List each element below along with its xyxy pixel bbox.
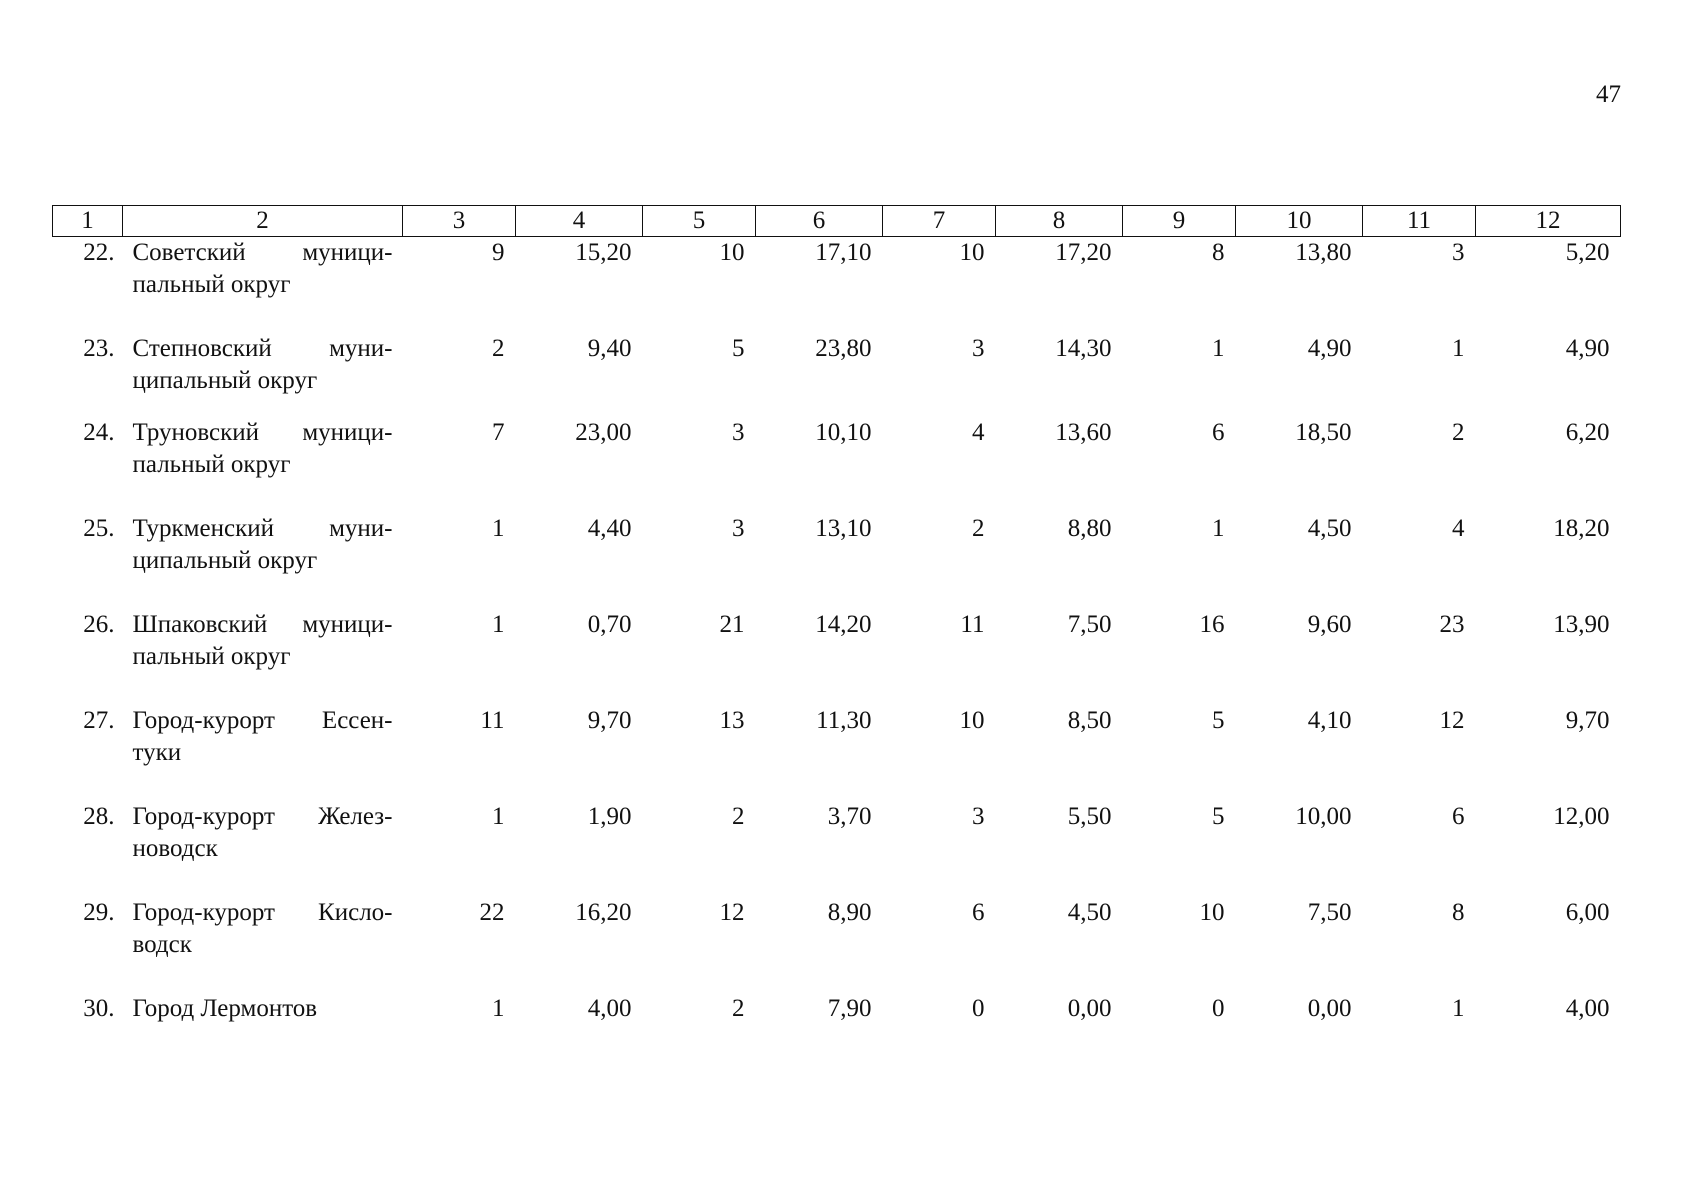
- page-number: 47: [1596, 81, 1621, 108]
- value-cell: 2: [732, 994, 745, 1022]
- value-cell: 2: [732, 802, 745, 830]
- value-cell: 18,20: [1553, 514, 1610, 542]
- value-cell: 23,80: [815, 334, 872, 362]
- column-header: 5: [643, 206, 756, 237]
- value-cell: 2: [1452, 418, 1465, 446]
- column-header: 2: [123, 206, 403, 237]
- value-cell: 1: [1212, 514, 1225, 542]
- header-row: [53, 206, 1621, 237]
- table-row: [53, 237, 1621, 333]
- value-cell: 11: [480, 706, 505, 734]
- value-cell: 8,80: [1067, 514, 1112, 542]
- value-cell: 11: [960, 610, 985, 638]
- name-line-2: пальный округ: [132, 642, 291, 670]
- value-cell: 22: [479, 898, 505, 926]
- municipality-name: [123, 993, 403, 1089]
- value-cell: 10,00: [1295, 802, 1352, 830]
- name-line-1: Город-курорт Ессен-: [132, 706, 393, 734]
- name-line-1: Город Лермонтов: [132, 994, 318, 1022]
- municipality-name: [123, 705, 403, 801]
- value-cell: 3: [732, 514, 745, 542]
- row-number: 29.: [83, 898, 115, 926]
- name-line-1: Город-курорт Желез-: [132, 802, 393, 830]
- name-line-1: Туркменский муни-: [132, 514, 393, 542]
- value-cell: 7,50: [1307, 898, 1352, 926]
- value-cell: 10: [719, 239, 745, 266]
- row-number: 22.: [83, 239, 115, 266]
- value-cell: 10: [959, 706, 985, 734]
- name-line-2: ципальный округ: [132, 366, 318, 394]
- value-cell: 7,90: [827, 994, 872, 1022]
- table-row: [53, 801, 1621, 897]
- value-cell: 5: [732, 334, 745, 362]
- municipality-name: [123, 237, 403, 333]
- value-cell: 17,10: [815, 239, 872, 266]
- table-row: [53, 333, 1621, 417]
- value-cell: 13,10: [815, 514, 872, 542]
- column-header: 8: [996, 206, 1123, 237]
- value-cell: 5: [1212, 802, 1225, 830]
- value-cell: 1: [492, 802, 505, 830]
- value-cell: 1: [492, 514, 505, 542]
- value-cell: 3: [732, 418, 745, 446]
- value-cell: 0: [1212, 994, 1225, 1022]
- table-row: [53, 609, 1621, 705]
- value-cell: 8,90: [827, 898, 872, 926]
- value-cell: 2: [492, 334, 505, 362]
- municipality-name: [123, 897, 403, 993]
- value-cell: 13,90: [1553, 610, 1610, 638]
- value-cell: 1: [1452, 994, 1465, 1022]
- table-row: [53, 705, 1621, 801]
- value-cell: 3,70: [827, 802, 872, 830]
- table-row: [53, 897, 1621, 993]
- value-cell: 1,90: [587, 802, 632, 830]
- value-cell: 11,30: [816, 706, 872, 734]
- column-header: 11: [1363, 206, 1476, 237]
- municipality-name: [123, 513, 403, 609]
- value-cell: 16,20: [575, 898, 632, 926]
- value-cell: 18,50: [1295, 418, 1352, 446]
- row-number: 28.: [83, 802, 115, 830]
- value-cell: 8: [1452, 898, 1465, 926]
- name-line-2: новодск: [132, 834, 218, 862]
- column-header: 3: [403, 206, 516, 237]
- value-cell: 7: [492, 418, 505, 446]
- row-number: 25.: [83, 514, 115, 542]
- value-cell: 12: [1439, 706, 1465, 734]
- municipality-name: [123, 801, 403, 897]
- value-cell: 4,50: [1307, 514, 1352, 542]
- value-cell: 15,20: [575, 239, 632, 266]
- value-cell: 5,20: [1565, 239, 1610, 266]
- value-cell: 13: [719, 706, 745, 734]
- value-cell: 0,00: [1307, 994, 1352, 1022]
- value-cell: 6,20: [1565, 418, 1610, 446]
- value-cell: 2: [972, 514, 985, 542]
- column-header: 12: [1476, 206, 1621, 237]
- value-cell: 3: [1452, 239, 1465, 266]
- value-cell: 4,50: [1067, 898, 1112, 926]
- value-cell: 4,90: [1307, 334, 1352, 362]
- column-header: 6: [756, 206, 883, 237]
- value-cell: 0,70: [587, 610, 632, 638]
- table-header: [53, 206, 1621, 237]
- value-cell: 5,50: [1067, 802, 1112, 830]
- column-header: 4: [516, 206, 643, 237]
- value-cell: 9: [492, 239, 505, 266]
- value-cell: 7,50: [1067, 610, 1112, 638]
- value-cell: 13,60: [1055, 418, 1112, 446]
- value-cell: 9,70: [587, 706, 632, 734]
- value-cell: 1: [492, 610, 505, 638]
- value-cell: 23: [1439, 610, 1465, 638]
- value-cell: 14,20: [815, 610, 872, 638]
- name-line-2: пальный округ: [132, 450, 291, 478]
- value-cell: 6: [972, 898, 985, 926]
- value-cell: 9,60: [1307, 610, 1352, 638]
- value-cell: 3: [972, 334, 985, 362]
- table-body: [53, 237, 1621, 1089]
- column-header: 7: [883, 206, 996, 237]
- value-cell: 1: [1452, 334, 1465, 362]
- name-line-1: Город-курорт Кисло-: [132, 898, 393, 926]
- value-cell: 14,30: [1055, 334, 1112, 362]
- data-table: [52, 205, 1621, 1089]
- value-cell: 0,00: [1067, 994, 1112, 1022]
- value-cell: 21: [719, 610, 745, 638]
- value-cell: 1: [492, 994, 505, 1022]
- value-cell: 17,20: [1055, 239, 1112, 266]
- value-cell: 10,10: [815, 418, 872, 446]
- table-row: [53, 993, 1621, 1089]
- name-line-1: Степновский муни-: [132, 334, 393, 362]
- value-cell: 5: [1212, 706, 1225, 734]
- value-cell: 8,50: [1067, 706, 1112, 734]
- table-row: [53, 513, 1621, 609]
- name-line-2: туки: [132, 738, 182, 766]
- value-cell: 16: [1199, 610, 1225, 638]
- name-line-1: Шпаковский муници-: [132, 610, 393, 638]
- name-line-2: водск: [132, 930, 192, 958]
- municipality-name: [123, 333, 403, 417]
- value-cell: 6: [1212, 418, 1225, 446]
- column-header: 1: [53, 206, 123, 237]
- value-cell: 13,80: [1295, 239, 1352, 266]
- row-number: 26.: [83, 610, 115, 638]
- value-cell: 8: [1212, 239, 1225, 266]
- value-cell: 10: [1199, 898, 1225, 926]
- table-row: [53, 417, 1621, 513]
- name-line-2: пальный округ: [132, 271, 291, 298]
- value-cell: 6: [1452, 802, 1465, 830]
- value-cell: 4,10: [1307, 706, 1352, 734]
- municipality-name: [123, 609, 403, 705]
- value-cell: 23,00: [575, 418, 632, 446]
- row-number: 24.: [83, 418, 115, 446]
- value-cell: 3: [972, 802, 985, 830]
- row-number: 30.: [83, 994, 115, 1022]
- column-header: 10: [1236, 206, 1363, 237]
- row-number: 27.: [83, 706, 115, 734]
- value-cell: 9,40: [587, 334, 632, 362]
- value-cell: 4,40: [587, 514, 632, 542]
- name-line-1: Советский муници-: [132, 239, 393, 266]
- value-cell: 1: [1212, 334, 1225, 362]
- value-cell: 4: [972, 418, 985, 446]
- municipality-name: [123, 417, 403, 513]
- value-cell: 0: [972, 994, 985, 1022]
- name-line-2: ципальный округ: [132, 546, 318, 574]
- value-cell: 12: [719, 898, 745, 926]
- name-line-1: Труновский муници-: [132, 418, 393, 446]
- value-cell: 12,00: [1553, 802, 1610, 830]
- value-cell: 4,00: [587, 994, 632, 1022]
- row-number: 23.: [83, 334, 115, 362]
- value-cell: 4,00: [1565, 994, 1610, 1022]
- value-cell: 4: [1452, 514, 1465, 542]
- column-header: 9: [1123, 206, 1236, 237]
- value-cell: 10: [959, 239, 985, 266]
- value-cell: 4,90: [1565, 334, 1610, 362]
- value-cell: 6,00: [1565, 898, 1610, 926]
- value-cell: 9,70: [1565, 706, 1610, 734]
